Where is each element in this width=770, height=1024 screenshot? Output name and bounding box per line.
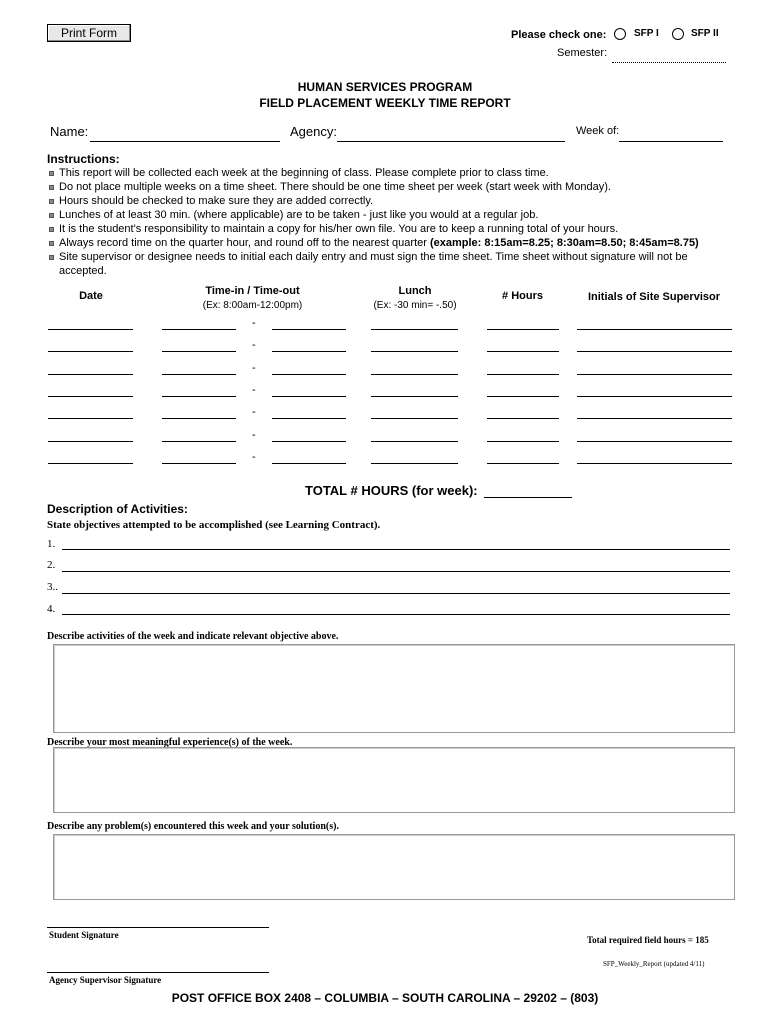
- instruction-item: It is the student's responsibility to maintain a copy for his/her own file. You are to keep a running total of your hours.: [47, 222, 737, 236]
- objective-field[interactable]: [62, 614, 730, 615]
- instruction-item: Do not place multiple weeks on a time sheet. There should be one time sheet per week (start week with Monday).: [47, 180, 737, 194]
- time-separator: -: [252, 361, 256, 374]
- time-out-field[interactable]: [272, 396, 346, 397]
- time-in-field[interactable]: [162, 441, 236, 442]
- time-in-field[interactable]: [162, 351, 236, 352]
- hours-field[interactable]: [487, 351, 559, 352]
- problems-box[interactable]: [53, 834, 735, 900]
- time-example: (Ex: 8:00am-12:00pm): [202, 300, 303, 311]
- time-separator: -: [252, 428, 256, 441]
- time-header: Time-in / Time-out: [205, 285, 300, 297]
- quarter-hour-example: (example: 8:15am=8.25; 8:30am=8.50; 8:45am=8.75): [429, 237, 699, 249]
- hours-field[interactable]: [487, 463, 559, 464]
- total-required-hours: Total required field hours = 185: [587, 935, 709, 945]
- objective-field[interactable]: [62, 571, 730, 572]
- instruction-item: This report will be collected each week at the beginning of class. Please complete prior to class time.: [47, 166, 737, 180]
- initials-field[interactable]: [577, 374, 732, 375]
- student-signature-field[interactable]: [47, 927, 269, 928]
- hours-field[interactable]: [487, 329, 559, 330]
- instructions-list: [47, 166, 737, 278]
- initials-field[interactable]: [577, 441, 732, 442]
- objective-number: 3..: [47, 581, 58, 593]
- time-separator: -: [252, 317, 256, 329]
- initials-field[interactable]: [577, 396, 732, 397]
- date-header: Date: [79, 290, 103, 302]
- time-out-field[interactable]: [272, 374, 346, 375]
- activities-heading: Description of Activities:: [47, 502, 188, 516]
- time-in-field[interactable]: [162, 418, 236, 419]
- time-out-field[interactable]: [272, 329, 346, 330]
- describe-week-label: Describe activities of the week and indicate relevant objective above.: [47, 631, 339, 642]
- initials-field[interactable]: [577, 463, 732, 464]
- agency-signature-label: Agency Supervisor Signature: [49, 975, 162, 985]
- objective-field[interactable]: [62, 549, 730, 550]
- hours-field[interactable]: [487, 374, 559, 375]
- week-of-field[interactable]: [619, 141, 723, 142]
- week-of-label: Week of:: [576, 125, 620, 137]
- time-separator: -: [252, 383, 256, 396]
- meaningful-label: Describe your most meaningful experience(s) of the week.: [47, 737, 293, 748]
- problems-label: Describe any problem(s) encountered this week and your solution(s).: [47, 821, 339, 832]
- objective-field[interactable]: [62, 593, 730, 594]
- date-field[interactable]: [48, 463, 133, 464]
- initials-field[interactable]: [577, 329, 732, 330]
- lunch-field[interactable]: [371, 329, 458, 330]
- date-field[interactable]: [48, 418, 133, 419]
- sfp1-label: SFP I: [634, 28, 659, 39]
- instructions-heading: Instructions:: [47, 152, 120, 166]
- lunch-field[interactable]: [371, 463, 458, 464]
- check-one-label: Please check one:: [511, 29, 607, 41]
- time-separator: -: [252, 450, 256, 463]
- sfp1-radio[interactable]: [614, 28, 626, 40]
- initials-field[interactable]: [577, 418, 732, 419]
- time-in-field[interactable]: [162, 463, 236, 464]
- student-signature-label: Student Signature: [49, 930, 119, 940]
- date-field[interactable]: [48, 396, 133, 397]
- objective-number: 4.: [47, 603, 56, 615]
- date-field[interactable]: [48, 329, 133, 330]
- hours-field[interactable]: [487, 441, 559, 442]
- postal-address: POST OFFICE BOX 2408 – COLUMBIA – SOUTH CAROLINA – 29202 – (803): [171, 991, 599, 1005]
- total-hours-label: TOTAL # HOURS (for week):: [305, 483, 478, 498]
- name-label: Name:: [50, 124, 89, 139]
- semester-label: Semester:: [557, 47, 608, 59]
- name-field[interactable]: [90, 141, 280, 142]
- instruction-item: Site supervisor or designee needs to initial each daily entry and must sign the time sheet. Time sheet without signature will not be accepted.: [47, 250, 737, 278]
- instruction-item: Always record time on the quarter hour, and round off to the nearest quarter (example: 8:15am=8.25; 8:30am=8.50; 8:45am=8.75): [47, 236, 737, 250]
- total-hours-field[interactable]: [484, 497, 572, 498]
- date-field[interactable]: [48, 441, 133, 442]
- week-activities-box[interactable]: [53, 644, 735, 733]
- hours-field[interactable]: [487, 396, 559, 397]
- date-field[interactable]: [48, 374, 133, 375]
- lunch-field[interactable]: [371, 396, 458, 397]
- time-out-field[interactable]: [272, 441, 346, 442]
- agency-label: Agency:: [290, 124, 337, 139]
- time-out-field[interactable]: [272, 463, 346, 464]
- lunch-header: Lunch: [398, 285, 432, 297]
- agency-field[interactable]: [337, 141, 565, 142]
- meaningful-box[interactable]: [53, 747, 735, 813]
- time-in-field[interactable]: [162, 329, 236, 330]
- objective-number: 1.: [47, 538, 56, 550]
- instruction-item: Lunches of at least 30 min. (where applicable) are to be taken - just like you would at a regular job.: [47, 208, 737, 222]
- form-id: SFP_Weekly_Report (updated 4/11): [603, 960, 705, 968]
- hours-field[interactable]: [487, 418, 559, 419]
- time-in-field[interactable]: [162, 374, 236, 375]
- objectives-label: State objectives attempted to be accomplished (see Learning Contract).: [47, 519, 381, 531]
- sfp2-label: SFP II: [691, 28, 719, 39]
- program-title: HUMAN SERVICES PROGRAM: [297, 80, 473, 94]
- sfp2-radio[interactable]: [672, 28, 684, 40]
- report-title: FIELD PLACEMENT WEEKLY TIME REPORT: [259, 96, 511, 110]
- time-separator: -: [252, 339, 256, 352]
- lunch-field[interactable]: [371, 418, 458, 419]
- instruction-item: Hours should be checked to make sure they are added correctly.: [47, 194, 737, 208]
- initials-field[interactable]: [577, 351, 732, 352]
- hours-header: # Hours: [502, 290, 543, 302]
- time-separator: -: [252, 406, 256, 419]
- time-out-field[interactable]: [272, 418, 346, 419]
- lunch-example: (Ex: -30 min= -.50): [373, 300, 457, 311]
- date-field[interactable]: [48, 351, 133, 352]
- time-out-field[interactable]: [272, 351, 346, 352]
- lunch-field[interactable]: [371, 441, 458, 442]
- semester-field[interactable]: [612, 62, 726, 63]
- time-in-field[interactable]: [162, 396, 236, 397]
- print-form-button[interactable]: Print Form: [47, 24, 131, 42]
- initials-header: Initials of Site Supervisor: [587, 291, 721, 303]
- agency-signature-field[interactable]: [47, 972, 269, 973]
- lunch-field[interactable]: [371, 374, 458, 375]
- lunch-field[interactable]: [371, 351, 458, 352]
- objective-number: 2.: [47, 559, 56, 571]
